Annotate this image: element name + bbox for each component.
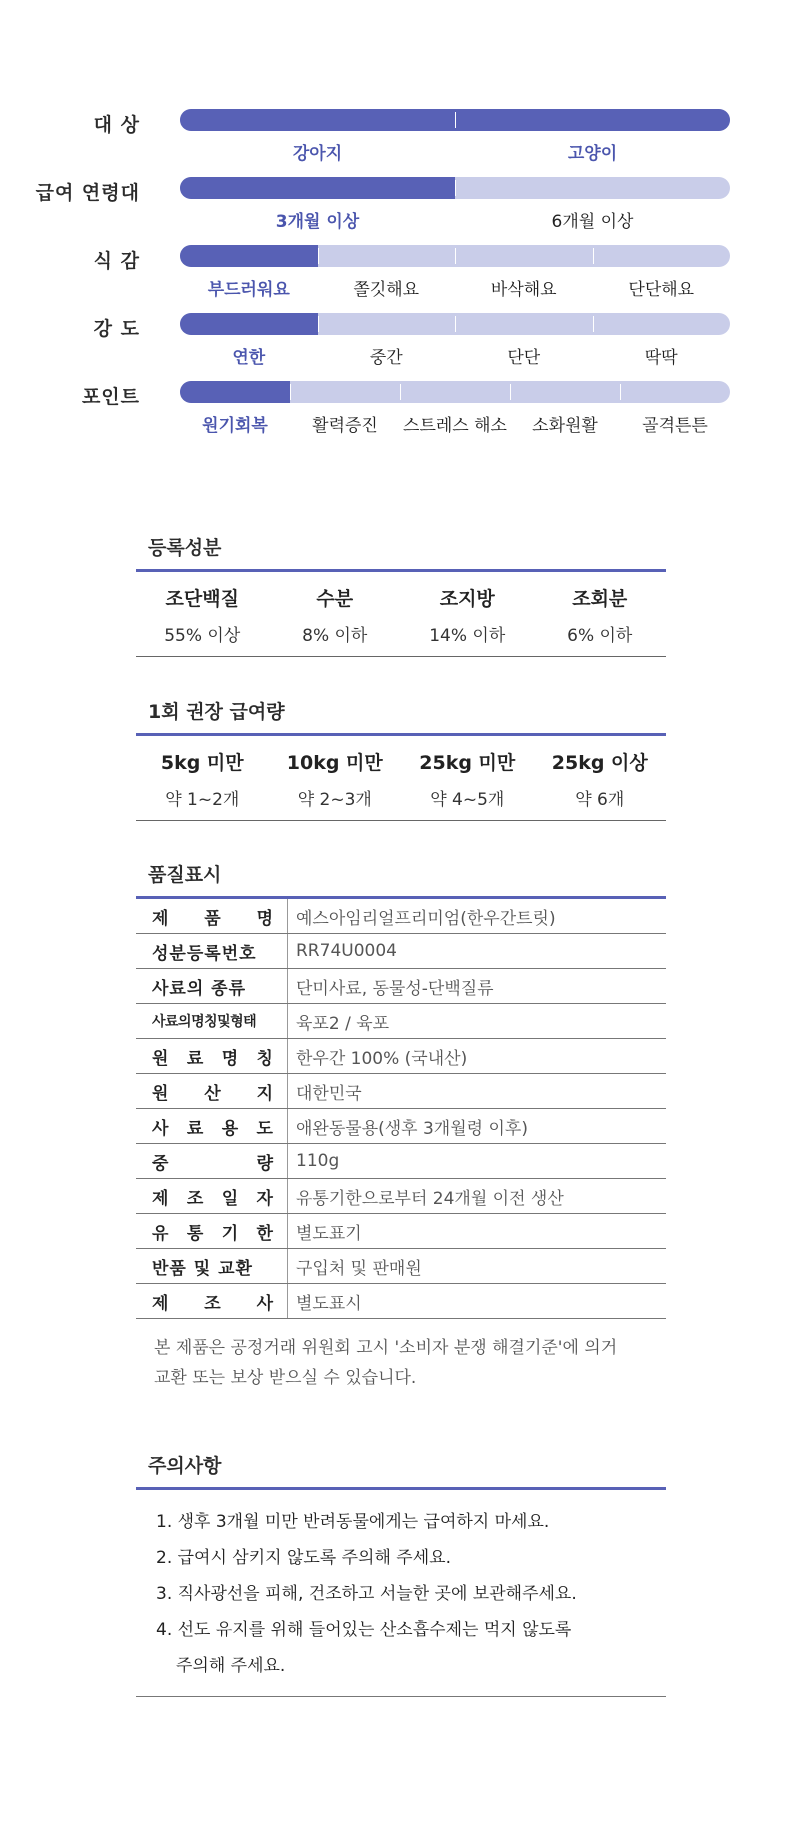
quality-key — [136, 1214, 288, 1248]
spec-bar-divider — [455, 248, 456, 264]
composition-cell — [136, 572, 269, 656]
quality-row — [136, 1214, 666, 1249]
composition-name: 조회분 — [572, 588, 628, 610]
quality-key-char: 칭 — [256, 1048, 273, 1069]
spec-option: 고양이 — [567, 144, 618, 164]
spec-options — [180, 411, 730, 437]
quality-key-char: 사 — [152, 1118, 169, 1139]
quality-key-char: 도 — [256, 1118, 273, 1139]
feeding-value: 약 4~5개 — [430, 790, 505, 810]
spec-row-label: 급여 연령대 — [35, 182, 140, 204]
spec-option: 3개월 이상 — [275, 212, 360, 232]
composition-name: 수분 — [316, 588, 354, 610]
feeding-cell — [269, 736, 402, 820]
quality-key-char: 료 — [186, 1118, 204, 1139]
quality-key-char: 원 — [152, 1048, 169, 1069]
spec-bar-divider — [510, 384, 511, 400]
quality-title: 품질표시 — [136, 860, 666, 899]
spec-option: 단단 — [507, 348, 541, 368]
quality-key: 성분등록번호 — [136, 934, 288, 968]
spec-option: 연한 — [232, 348, 266, 368]
quality-key-char: 원 — [152, 1083, 169, 1104]
quality-key-char: 조 — [204, 1293, 221, 1314]
spec-bar-divider — [400, 384, 401, 400]
composition-cell — [401, 572, 534, 656]
quality-key — [136, 1109, 288, 1143]
composition-title: 등록성분 — [136, 533, 666, 572]
spec-options — [180, 343, 730, 369]
quality-key-char: 명 — [256, 908, 273, 929]
quality-key-char: 통 — [186, 1223, 204, 1244]
caution-item: 3. 직사광선을 피해, 건조하고 서늘한 곳에 보관해주세요. — [156, 1584, 577, 1604]
spec-option: 강아지 — [292, 144, 343, 164]
quality-key-char: 제 — [152, 1188, 169, 1209]
spec-option: 스트레스 해소 — [403, 416, 507, 436]
caution-item: 1. 생후 3개월 미만 반려동물에게는 급여하지 마세요. — [156, 1512, 550, 1532]
quality-value: 유통기한으로부터 24개월 이전 생산 — [296, 1188, 564, 1209]
spec-row — [0, 381, 800, 449]
composition-name: 조단백질 — [165, 588, 239, 610]
spec-row-label: 포인트 — [81, 386, 140, 408]
quality-key-char: 조 — [186, 1188, 204, 1209]
spec-option: 딱딱 — [644, 348, 678, 368]
feeding-name: 25kg 미만 — [419, 752, 516, 774]
quality-key-char: 용 — [221, 1118, 239, 1139]
spec-bar — [180, 177, 730, 199]
quality-row — [136, 1144, 666, 1179]
quality-key-char: 품 — [204, 908, 221, 929]
feeding-table — [136, 736, 666, 821]
spec-bar-divider — [455, 180, 456, 196]
quality-key-char: 량 — [256, 1153, 273, 1174]
caution-item-continuation: 주의해 주세요. — [176, 1656, 286, 1676]
quality-key-char: 제 — [152, 1293, 169, 1314]
spec-bar-divider — [593, 316, 594, 332]
quality-value: 애완동물용(생후 3개월령 이후) — [296, 1118, 528, 1139]
quality-key — [136, 899, 288, 933]
spec-option: 부드러워요 — [207, 280, 290, 300]
quality-row — [136, 1109, 666, 1144]
spec-bar-fill — [180, 245, 318, 267]
quality-value: 한우간 100% (국내산) — [296, 1048, 468, 1069]
spec-option: 쫄깃해요 — [353, 280, 420, 300]
caution-item: 2. 급여시 삼키지 않도록 주의해 주세요. — [156, 1548, 451, 1568]
exchange-note-line1: 본 제품은 공정거래 위원회 고시 '소비자 분쟁 해결기준'에 의거 — [154, 1338, 618, 1358]
quality-key-char: 산 — [204, 1083, 221, 1104]
quality-key-char: 료 — [186, 1048, 204, 1069]
feeding-section — [136, 697, 666, 821]
quality-row — [136, 1249, 666, 1284]
quality-value: 예스아임리얼프리미엄(한우간트릿) — [296, 908, 556, 929]
spec-bar — [180, 109, 730, 131]
composition-table — [136, 572, 666, 657]
exchange-note — [136, 1319, 666, 1393]
spec-bar-divider — [455, 112, 456, 128]
spec-bar-divider — [318, 316, 319, 332]
spec-row-label: 대 상 — [93, 114, 140, 136]
quality-row — [136, 1179, 666, 1214]
quality-key — [136, 1284, 288, 1318]
composition-value: 8% 이하 — [302, 626, 368, 646]
spec-bar-divider — [290, 384, 291, 400]
composition-value: 55% 이상 — [164, 626, 241, 646]
spec-bar-divider — [620, 384, 621, 400]
spec-bar-fill — [180, 313, 318, 335]
quality-table — [136, 899, 666, 1319]
composition-value: 6% 이하 — [567, 626, 633, 646]
quality-section — [136, 860, 666, 1393]
quality-value: 110g — [296, 1151, 340, 1171]
spec-bar-fill — [180, 109, 455, 131]
composition-cell — [534, 572, 667, 656]
quality-key-char: 일 — [221, 1188, 239, 1209]
quality-key-char: 기 — [221, 1223, 239, 1244]
quality-row — [136, 934, 666, 969]
composition-section — [136, 533, 666, 657]
quality-value: 별도표기 — [296, 1223, 362, 1244]
quality-key-char: 유 — [152, 1223, 169, 1244]
spec-bar-fill — [180, 177, 455, 199]
feeding-name: 5kg 미만 — [160, 752, 244, 774]
caution-list — [136, 1490, 666, 1697]
spec-option: 6개월 이상 — [551, 212, 634, 232]
quality-key — [136, 1074, 288, 1108]
spec-bar-fill — [180, 381, 290, 403]
quality-row — [136, 1039, 666, 1074]
spec-options — [180, 275, 730, 301]
spec-option: 활력증진 — [312, 416, 378, 436]
quality-value: 구입처 및 판매원 — [296, 1258, 422, 1279]
feeding-cell — [401, 736, 534, 820]
caution-section — [136, 1451, 666, 1697]
spec-row-label: 식 감 — [93, 250, 140, 272]
feeding-value: 약 2~3개 — [297, 790, 372, 810]
spec-option: 단단해요 — [628, 280, 695, 300]
quality-key — [136, 1144, 288, 1178]
spec-bar-fill — [455, 109, 730, 131]
spec-bar-divider — [455, 316, 456, 332]
spec-options — [180, 139, 730, 165]
spec-bar — [180, 245, 730, 267]
spec-bar-divider — [318, 248, 319, 264]
exchange-note-line2: 교환 또는 보상 받으실 수 있습니다. — [154, 1368, 417, 1388]
quality-key-char: 지 — [256, 1083, 273, 1104]
quality-value: 별도표시 — [296, 1293, 362, 1314]
spec-row-label: 강 도 — [93, 318, 140, 340]
quality-row — [136, 969, 666, 1004]
quality-value: 대한민국 — [296, 1083, 362, 1104]
quality-key-char: 사 — [256, 1293, 273, 1314]
quality-key: 사료의명칭및형태 — [136, 1004, 288, 1038]
caution-title: 주의사항 — [136, 1451, 666, 1490]
spec-option: 골격튼튼 — [642, 416, 708, 436]
quality-key — [136, 1039, 288, 1073]
spec-bar — [180, 381, 730, 403]
feeding-title: 1회 권장 급여량 — [136, 697, 666, 736]
spec-option: 원기회복 — [202, 416, 268, 436]
quality-value: RR74U0004 — [296, 941, 397, 961]
quality-row — [136, 1284, 666, 1319]
composition-name: 조지방 — [439, 588, 495, 610]
quality-key-char: 제 — [152, 908, 169, 929]
feeding-name: 10kg 미만 — [286, 752, 383, 774]
feeding-name: 25kg 이상 — [551, 752, 648, 774]
feeding-value: 약 6개 — [575, 790, 625, 810]
quality-value: 육포2 / 육포 — [296, 1013, 390, 1034]
quality-row — [136, 1074, 666, 1109]
composition-value: 14% 이하 — [429, 626, 506, 646]
spec-row — [0, 177, 800, 245]
quality-key-char: 자 — [256, 1188, 273, 1209]
quality-key — [136, 1179, 288, 1213]
spec-row — [0, 245, 800, 313]
quality-key: 반품 및 교환 — [136, 1249, 288, 1283]
spec-options — [180, 207, 730, 233]
spec-bar — [180, 313, 730, 335]
spec-row — [0, 313, 800, 381]
quality-row — [136, 1004, 666, 1039]
quality-key-char: 한 — [256, 1223, 273, 1244]
quality-row — [136, 899, 666, 934]
spec-row — [0, 109, 800, 177]
quality-key-char: 중 — [152, 1153, 169, 1174]
quality-key-char: 명 — [221, 1048, 239, 1069]
composition-cell — [269, 572, 402, 656]
feeding-cell — [534, 736, 667, 820]
feeding-value: 약 1~2개 — [165, 790, 240, 810]
quality-value: 단미사료, 동물성-단백질류 — [296, 978, 494, 999]
caution-item-text: 4. 선도 유지를 위해 들어있는 산소흡수제는 먹지 않도록 — [156, 1620, 572, 1640]
caution-item — [156, 1612, 666, 1684]
quality-key: 사료의 종류 — [136, 969, 288, 1003]
spec-bar-divider — [593, 248, 594, 264]
spec-option: 바삭해요 — [490, 280, 557, 300]
spec-option: 소화원활 — [532, 416, 598, 436]
feeding-cell — [136, 736, 269, 820]
spec-option: 중간 — [369, 348, 403, 368]
